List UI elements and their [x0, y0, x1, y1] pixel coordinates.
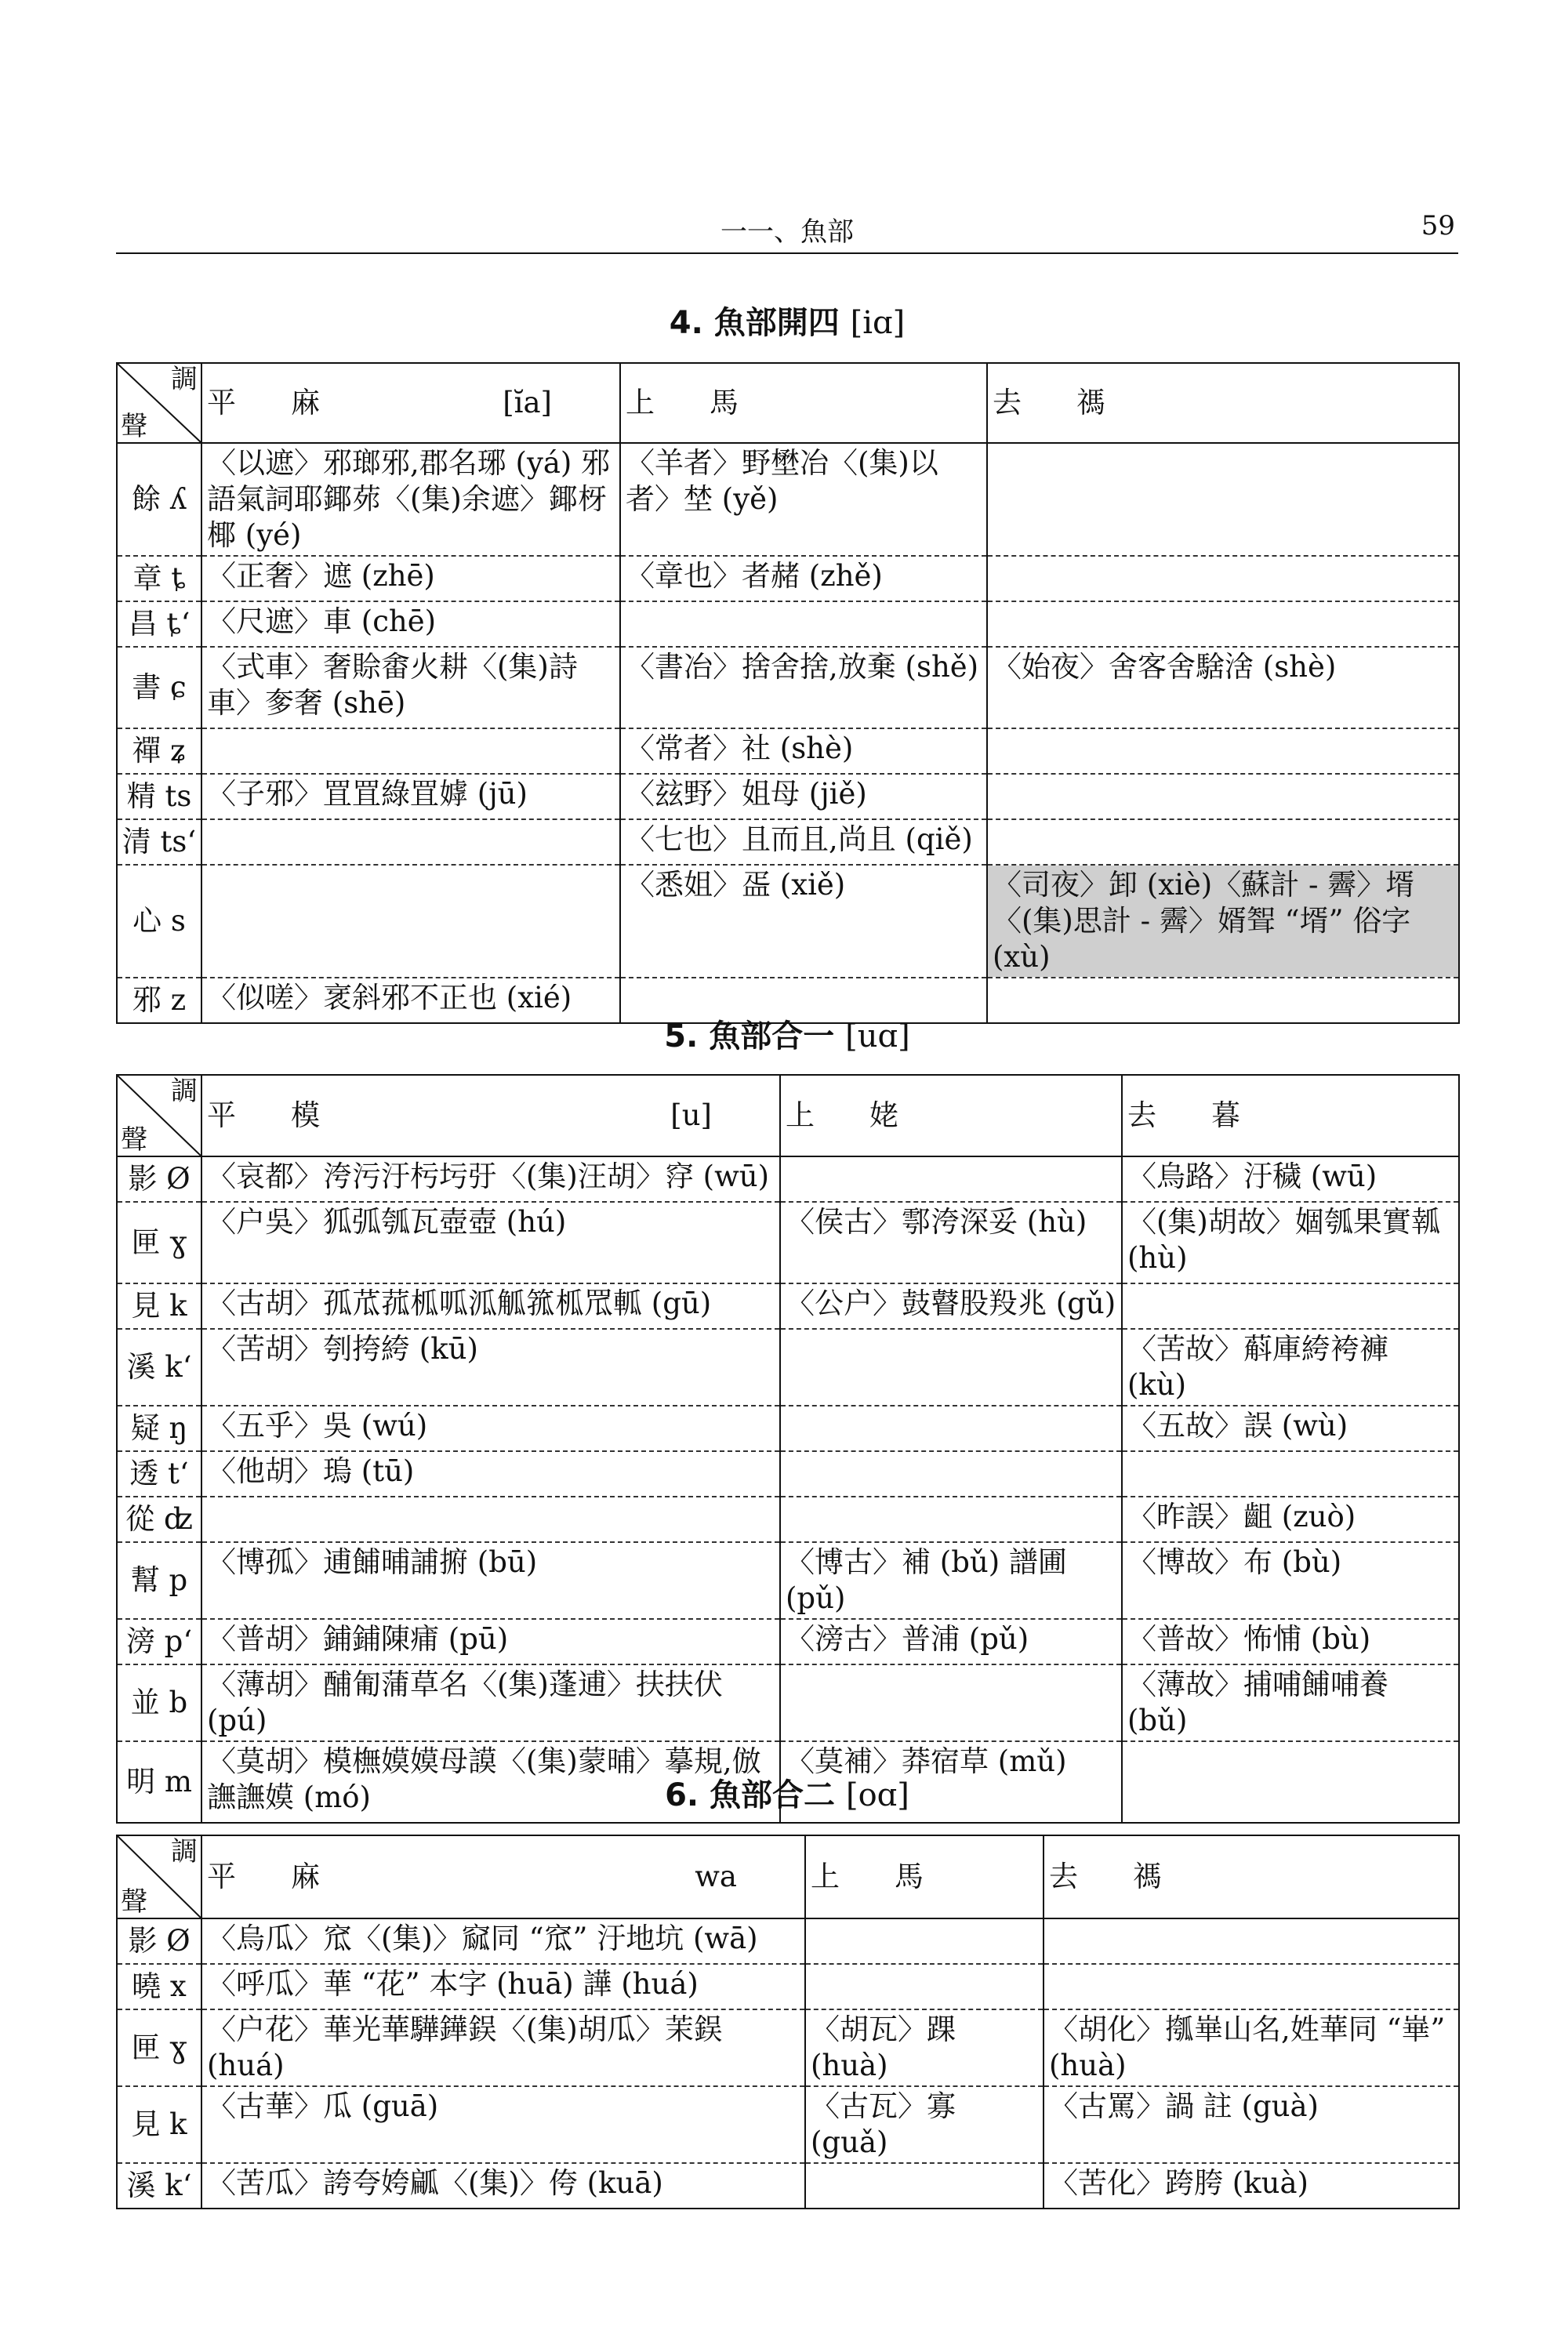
table-cell: 〈昨誤〉齟 (zuò) [1122, 1497, 1459, 1542]
table-cell: 〈滂古〉普浦 (pǔ) [780, 1619, 1122, 1664]
table-cell: 〈普胡〉鋪鋪陳痡 (pū) [201, 1619, 780, 1664]
rime-label: 馬 [710, 386, 739, 419]
table-cell: 〈七也〉且而且,尚且 (qiě) [620, 819, 987, 865]
table-row [117, 1329, 1459, 1406]
table-row [117, 728, 1459, 774]
column-header [1122, 1075, 1459, 1156]
rime-label: 禡 [1133, 1860, 1162, 1893]
table-caption [116, 1011, 1458, 1056]
caption-ipa: [oɑ] [845, 1777, 909, 1813]
rime-label: 禡 [1076, 386, 1105, 419]
table-cell [780, 1497, 1122, 1542]
table-row [117, 647, 1459, 728]
page-number: 59 [1421, 210, 1455, 241]
column-header [201, 1075, 780, 1156]
table-cell: 〈古瓦〉寡 (guǎ) [805, 2086, 1044, 2163]
table-cell [1122, 1283, 1459, 1329]
initial-label: 溪 kʻ [117, 2163, 201, 2209]
table-cell: 〈莫補〉莽宿草 (mǔ) [780, 1741, 1122, 1823]
initial-label: 心 s [117, 865, 201, 978]
table-cell: 〈似嗟〉衺斜邪不正也 (xié) [201, 978, 620, 1023]
rime-label: 暮 [1211, 1098, 1240, 1132]
initial-label: 見 k [117, 1283, 201, 1329]
table-cell: 〈子邪〉罝罝綠罝嫭 (jū) [201, 774, 620, 819]
corner-diagonal [118, 1076, 201, 1156]
initial-label: 見 k [117, 2086, 201, 2163]
table-row [117, 2009, 1459, 2086]
rime-ipa: wa [695, 1860, 737, 1893]
column-header [780, 1075, 1122, 1156]
rime-label: 模 [291, 1098, 320, 1132]
corner-tone-label: 調 [171, 364, 198, 395]
table-row [117, 443, 1459, 556]
header-row [117, 1075, 1459, 1156]
tone-label: 平 [207, 386, 236, 419]
table-row [117, 1497, 1459, 1542]
table-cell [201, 1497, 780, 1542]
table-cell: 〈苦化〉跨胯 (kuà) [1044, 2163, 1459, 2209]
table-row [117, 865, 1459, 978]
table-cell: 〈侯古〉鄠洿深妥 (hù) [780, 1202, 1122, 1283]
table-cell: 〈式車〉奢賒畬火耕〈(集)詩車〉奓奢 (shē) [201, 647, 620, 728]
initial-label: 禪 ʑ [117, 728, 201, 774]
table-cell [201, 865, 620, 978]
table-cell: 〈尺遮〉車 (chē) [201, 601, 620, 647]
tone-label: 平 [207, 1860, 236, 1893]
rime-ipa: [ĭa] [503, 386, 552, 419]
table-cell [780, 1329, 1122, 1406]
table-cell: 〈博古〉補 (bǔ) 譜圃 (pǔ) [780, 1542, 1122, 1619]
table-row [117, 556, 1459, 601]
table-cell: 〈户吳〉狐弧瓠瓦壺壺 (hú) [201, 1202, 780, 1283]
table-row [117, 1156, 1459, 1202]
corner-initial-label: 聲 [121, 1886, 147, 1918]
table-row [117, 1202, 1459, 1283]
corner-initial-label: 聲 [121, 1124, 147, 1156]
table-cell: 〈胡瓦〉踝 (huà) [805, 2009, 1044, 2086]
initial-label: 匣 ɣ [117, 2009, 201, 2086]
table-cell: 〈古華〉瓜 (guā) [201, 2086, 805, 2163]
tone-label: 去 [993, 386, 1022, 419]
table-cell: 〈公户〉鼓瞽股羖兆 (gǔ) [780, 1283, 1122, 1329]
table-cell: 〈章也〉者赭 (zhě) [620, 556, 987, 601]
column-header-content [993, 385, 1454, 421]
table-cell: 〈哀都〉洿污汙杇圬弙〈(集)汪胡〉窏 (wū) [201, 1156, 780, 1202]
table-cell [987, 443, 1459, 556]
corner-cell [117, 363, 201, 443]
table-row [117, 1542, 1459, 1619]
table-cell: 〈始夜〉舍客舍騇涻 (shè) [987, 647, 1459, 728]
table-caption [116, 298, 1458, 343]
column-header [201, 1835, 805, 1918]
table-cell: 〈烏瓜〉窊〈(集)〉窳同 “窊” 汙地坑 (wā) [201, 1918, 805, 1964]
table-cell [987, 601, 1459, 647]
rime-label: 姥 [869, 1098, 898, 1132]
rime-ipa: [u] [670, 1098, 712, 1132]
table-cell: 〈古胡〉孤苽菰柧呱泒觚箛柧罛軱 (gū) [201, 1283, 780, 1329]
table-cell: 〈悉姐〉㿿 (xiě) [620, 865, 987, 978]
table-cell: 〈司夜〉卸 (xiè)〈蘇計 - 霽〉壻〈(集)思計 - 霽〉婿聟 “壻” 俗字 (xù) [987, 865, 1459, 978]
corner-diagonal [118, 364, 201, 442]
table-cell: 〈正奢〉遮 (zhē) [201, 556, 620, 601]
table-cell [1122, 1451, 1459, 1497]
rime-label: 麻 [291, 1860, 320, 1893]
table-row [117, 1918, 1459, 1964]
column-header-content [786, 1098, 1116, 1134]
column-header-content [1127, 1098, 1454, 1134]
table-cell [987, 774, 1459, 819]
table-row [117, 601, 1459, 647]
table-cell: 〈(集)胡故〉婟瓠果實瓡 (hù) [1122, 1202, 1459, 1283]
table-cell: 〈古罵〉諣 註 (guà) [1044, 2086, 1459, 2163]
table-row [117, 819, 1459, 865]
initial-label: 餘 ʎ [117, 443, 201, 556]
tone-label: 平 [207, 1098, 236, 1132]
table-row [117, 1283, 1459, 1329]
table-cell [987, 728, 1459, 774]
tone-label: 去 [1049, 1860, 1078, 1893]
table-cell: 〈五故〉誤 (wù) [1122, 1406, 1459, 1451]
initial-label: 溪 kʻ [117, 1329, 201, 1406]
table-cell [1044, 1964, 1459, 2009]
table-cell: 〈薄故〉捕哺餔哺養 (bǔ) [1122, 1664, 1459, 1741]
table-cell: 〈莫胡〉模橅嫫嫫母謨〈(集)蒙晡〉摹規,倣譕譕嫫 (mó) [201, 1741, 780, 1823]
table-cell: 〈烏路〉汙穢 (wū) [1122, 1156, 1459, 1202]
running-title: 一一、魚部 [720, 216, 854, 248]
table-cell: 〈普故〉怖悑 (bù) [1122, 1619, 1459, 1664]
tone-label: 上 [626, 386, 655, 419]
table-row [117, 2163, 1459, 2209]
table-row [117, 1964, 1459, 2009]
caption-text: 4. 魚部開四 [669, 305, 840, 341]
table-row [117, 1406, 1459, 1451]
table-cell: 〈博孤〉逋餔晡誧捬 (bū) [201, 1542, 780, 1619]
table-row [117, 2086, 1459, 2163]
table-cell [780, 1664, 1122, 1741]
corner-cell [117, 1835, 201, 1918]
tone-label: 上 [786, 1098, 815, 1132]
table-cell: 〈他胡〉瑦 (tū) [201, 1451, 780, 1497]
table-row [117, 774, 1459, 819]
table-cell: 〈書冶〉捨舍捨,放棄 (shě) [620, 647, 987, 728]
tone-label: 去 [1127, 1098, 1156, 1132]
table-cell: 〈苦故〉蔛庫絝袴褲 (kù) [1122, 1329, 1459, 1406]
rime-label: 馬 [895, 1860, 924, 1893]
initial-label: 影 Ø [117, 1918, 201, 1964]
table-caption [116, 1770, 1458, 1815]
corner-initial-label: 聲 [121, 411, 147, 442]
table-cell [805, 2163, 1044, 2209]
column-header [987, 363, 1459, 443]
corner-tone-label: 調 [171, 1836, 198, 1867]
rime-label: 麻 [291, 386, 320, 419]
column-header [201, 363, 620, 443]
initial-label: 章 ȶ [117, 556, 201, 601]
table-cell [805, 1964, 1044, 2009]
initial-label: 昌 ȶʻ [117, 601, 201, 647]
table-cell [987, 556, 1459, 601]
table-cell: 〈苦瓜〉誇夸姱㼐〈(集)〉侉 (kuā) [201, 2163, 805, 2209]
initial-label: 從 ʣ [117, 1497, 201, 1542]
rhyme-table [116, 362, 1460, 1024]
table-cell [1044, 1918, 1459, 1964]
table-row [117, 1619, 1459, 1664]
corner-tone-label: 調 [171, 1076, 198, 1107]
column-header-content [1049, 1859, 1454, 1895]
table-cell [987, 819, 1459, 865]
header-row [117, 1835, 1459, 1918]
initial-label: 並 b [117, 1664, 201, 1741]
column-header [620, 363, 987, 443]
table-cell [201, 819, 620, 865]
initial-label: 影 Ø [117, 1156, 201, 1202]
column-header-content [626, 385, 982, 421]
table-cell: 〈呼瓜〉華 “花” 本字 (huā) 譁 (huá) [201, 1964, 805, 2009]
rhyme-table [116, 1074, 1460, 1824]
initial-label: 滂 pʻ [117, 1619, 201, 1664]
table-row [117, 1451, 1459, 1497]
caption-ipa: [uɑ] [845, 1018, 910, 1054]
initial-label: 書 ɕ [117, 647, 201, 728]
corner-diagonal [118, 1836, 201, 1918]
table-cell: 〈羊者〉野壄冶〈(集)以者〉埜 (yě) [620, 443, 987, 556]
table-cell: 〈以遮〉邪瑯邪,郡名琊 (yá) 邪語氣詞耶鎁茒〈(集)余遮〉鎁枒椰 (yé) [201, 443, 620, 556]
table-cell: 〈博故〉布 (bù) [1122, 1542, 1459, 1619]
column-header [805, 1835, 1044, 1918]
table-cell: 〈胡化〉摦崋山名,姓華同 “崋” (huà) [1044, 2009, 1459, 2086]
initial-label: 精 ts [117, 774, 201, 819]
table-cell: 〈玆野〉姐母 (jiě) [620, 774, 987, 819]
table-cell [780, 1406, 1122, 1451]
initial-label: 透 tʻ [117, 1451, 201, 1497]
initial-label: 疑 ŋ [117, 1406, 201, 1451]
table-cell: 〈常者〉社 (shè) [620, 728, 987, 774]
rhyme-table [116, 1835, 1460, 2209]
column-header-content [811, 1859, 1038, 1895]
column-header-content [207, 1859, 800, 1895]
running-header [116, 205, 1458, 254]
table-cell: 〈薄胡〉酺匍蒲草名〈(集)蓬逋〉扶扶伏 (pú) [201, 1664, 780, 1741]
table-cell: 〈苦胡〉刳挎絝 (kū) [201, 1329, 780, 1406]
table-cell [780, 1156, 1122, 1202]
corner-cell [117, 1075, 201, 1156]
caption-text: 5. 魚部合一 [664, 1018, 835, 1054]
initial-label: 曉 x [117, 1964, 201, 2009]
initial-label: 清 tsʻ [117, 819, 201, 865]
initial-label: 明 m [117, 1741, 201, 1823]
table-cell [620, 601, 987, 647]
tone-label: 上 [811, 1860, 840, 1893]
table-cell [805, 1918, 1044, 1964]
initial-label: 匣 ɣ [117, 1202, 201, 1283]
initial-label: 幫 p [117, 1542, 201, 1619]
initial-label: 邪 z [117, 978, 201, 1023]
table-cell: 〈户花〉華光華驊鏵鋘〈(集)胡瓜〉茉鋘 (huá) [201, 2009, 805, 2086]
column-header-content [207, 1098, 775, 1134]
column-header [1044, 1835, 1459, 1918]
table-cell [201, 728, 620, 774]
table-cell: 〈五乎〉吳 (wú) [201, 1406, 780, 1451]
caption-text: 6. 魚部合二 [665, 1777, 836, 1813]
header-row [117, 363, 1459, 443]
column-header-content [207, 385, 615, 421]
caption-ipa: [iɑ] [850, 305, 906, 341]
table-cell [780, 1451, 1122, 1497]
table-row [117, 1664, 1459, 1741]
